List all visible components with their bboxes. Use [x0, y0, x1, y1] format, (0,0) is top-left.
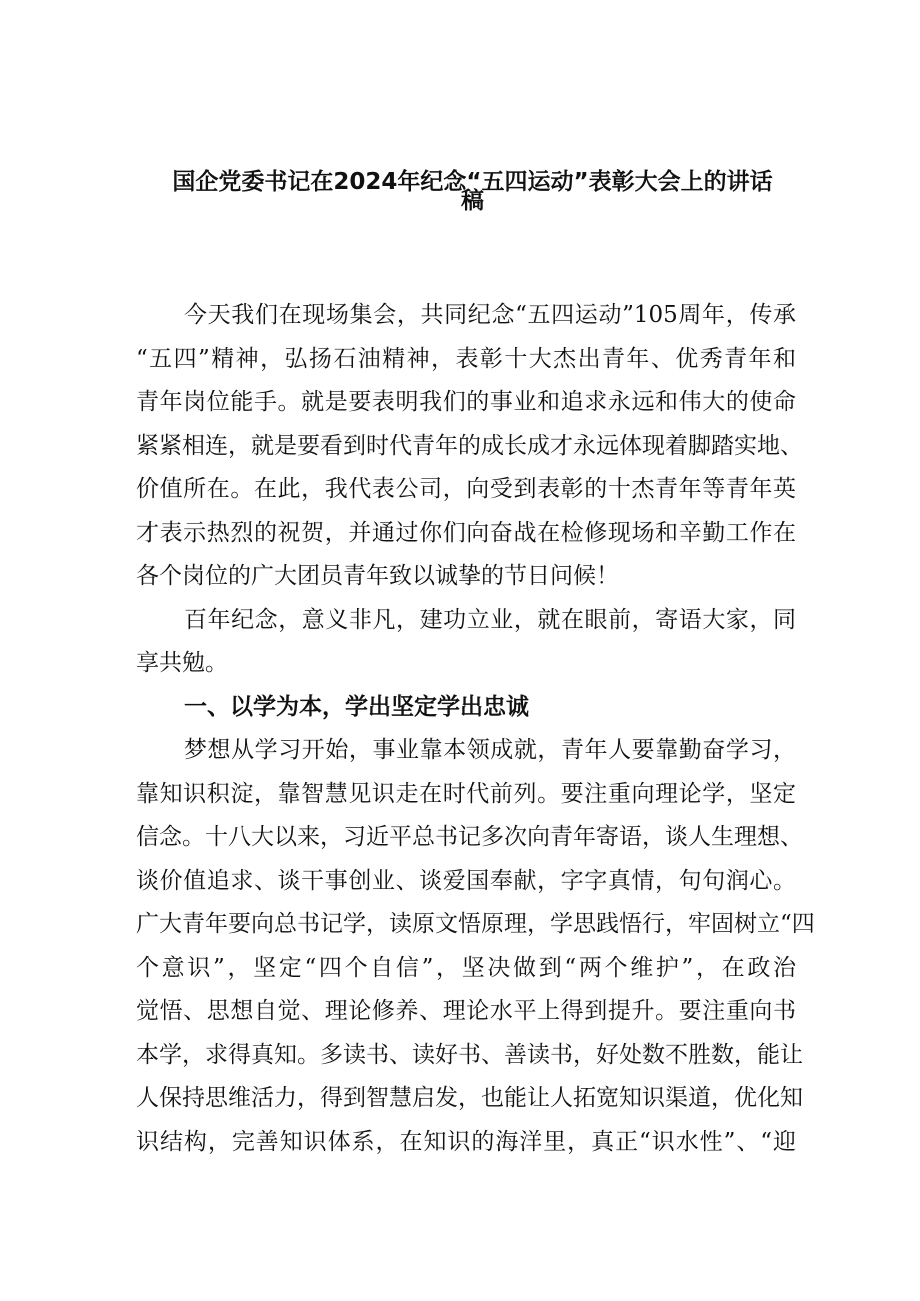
paragraph-line: “五四”精神，弘扬石油精神，表彰十大杰出青年、优秀青年和 [136, 346, 796, 372]
paragraph-line: 广大青年要向总书记学，读原文悟原理，学思践悟行，牢固树立“四 [136, 911, 815, 937]
paragraph-line: 人保持思维活力，得到智慧启发，也能让人拓宽知识渠道，优化知 [136, 1085, 803, 1111]
document-title-line-1: 国企党委书记在2024年纪念“五四运动”表彰大会上的讲话 [172, 169, 773, 195]
paragraph-line: 梦想从学习开始，事业靠本领成就，青年人要靠勤奋学习， [184, 737, 796, 763]
paragraph-line: 百年纪念，意义非凡，建功立业，就在眼前，寄语大家，同 [184, 607, 796, 633]
paragraph-line: 青年岗位能手。就是要表明我们的事业和追求永远和伟大的使命 [136, 389, 796, 415]
document-title-line-2: 稿 [461, 188, 484, 214]
paragraph-line: 价值所在。在此，我代表公司，向受到表彰的十杰青年等青年英 [136, 476, 796, 502]
paragraph-line: 个意识”，坚定“四个自信”，坚决做到“两个维护”，在政治 [136, 955, 796, 981]
paragraph-line: 识结构，完善知识体系，在知识的海洋里，真正“识水性”、“迎 [136, 1129, 796, 1155]
paragraph-line: 紧紧相连，就是要看到时代青年的成长成才永远体现着脚踏实地、 [136, 433, 803, 459]
paragraph-line: 谈价值追求、谈干事创业、谈爱国奉献，字字真情，句句润心。 [136, 868, 796, 894]
paragraph-line: 今天我们在现场集会，共同纪念“五四运动”105周年，传承 [184, 302, 796, 328]
paragraph-line: 信念。十八大以来，习近平总书记多次向青年寄语，谈人生理想、 [136, 824, 803, 850]
section-heading: 一、以学为本，学出坚定学出忠诚 [184, 694, 529, 720]
paragraph-line: 靠知识积淀，靠智慧见识走在时代前列。要注重向理论学，坚定 [136, 781, 796, 807]
paragraph-line: 觉悟、思想自觉、理论修养、理论水平上得到提升。要注重向书 [136, 998, 796, 1024]
paragraph-line: 才表示热烈的祝贺，并通过你们向奋战在检修现场和辛勤工作在 [136, 520, 796, 546]
paragraph-line: 本学，求得真知。多读书、读好书、善读书，好处数不胜数，能让 [136, 1042, 803, 1068]
paragraph-line: 享共勉。 [136, 650, 228, 676]
paragraph-line: 各个岗位的广大团员青年致以诚挚的节日问候！ [136, 563, 619, 589]
